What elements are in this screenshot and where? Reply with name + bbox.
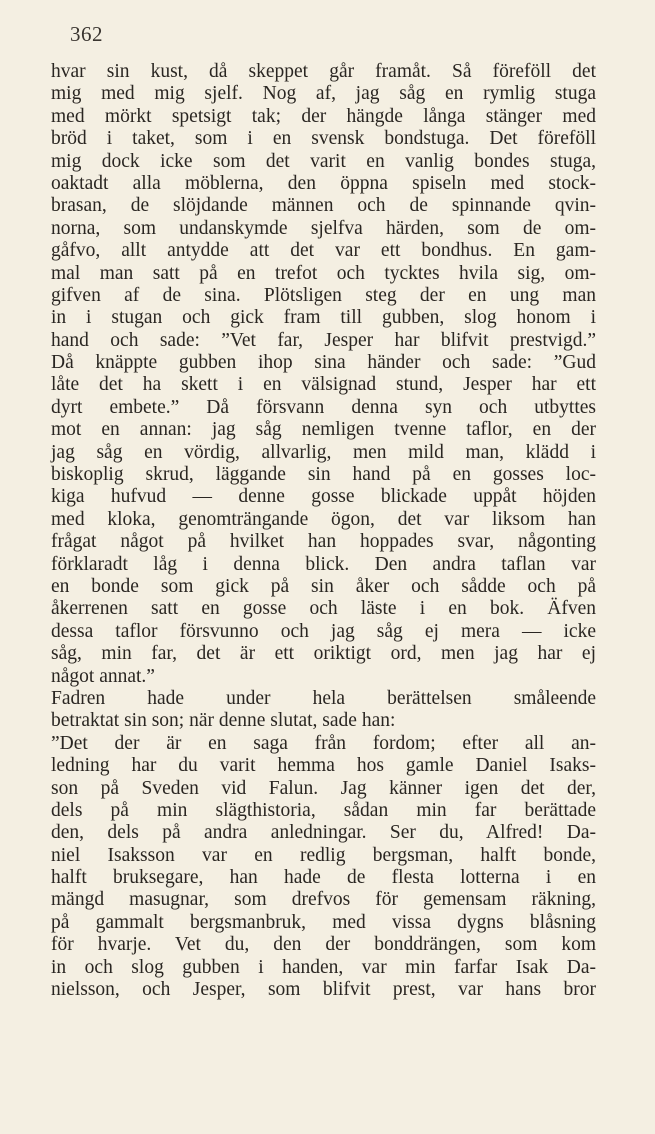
text-line: gifven af de sina. Plötsligen steg der en ung man <box>51 284 596 306</box>
text-line: dels på min slägthistoria, sådan min far berättade <box>51 799 596 821</box>
text-line: nielsson, och Jesper, som blifvit prest, var hans bror <box>51 979 596 1001</box>
text-line: mig med mig sjelf. Nog af, jag såg en rymlig stuga <box>51 83 596 105</box>
text-line: brasan, de slöjdande männen och de spinnande qvin- <box>51 195 596 217</box>
text-line: med mörkt spetsigt tak; der hängde långa stänger med <box>51 105 596 127</box>
page-number: 362 <box>70 22 103 46</box>
text-line: mot en annan: jag såg nemligen tvenne taflor, en der <box>51 419 596 441</box>
text-line: något annat.” <box>51 665 155 687</box>
text-line: oaktadt alla möblerna, den öppna spiseln med stock- <box>51 172 596 194</box>
text-line: hvar sin kust, då skeppet går framåt. Så föreföll det <box>51 61 596 82</box>
text-line: såg, min far, det är ett oriktigt ord, men jag har ej <box>51 643 596 665</box>
text-line: för hvarje. Vet du, den der bonddrängen, som kom <box>51 934 596 956</box>
text-line: mig dock icke som det varit en vanlig bondes stuga, <box>51 150 596 172</box>
text-line: mängd masugnar, som drefvos för gemensam räkning, <box>51 889 596 911</box>
text-line: biskoplig skrud, läggande sin hand på en gosses loc- <box>51 464 596 486</box>
text-line: son på Sveden vid Falun. Jag känner igen det der, <box>51 777 596 799</box>
text-line: niel Isaksson var en redlig bergsman, halft bonde, <box>51 844 596 866</box>
text-line: frågat något på hvilket han hoppades svar, någonting <box>51 531 596 553</box>
text-line: en bonde som gick på sin åker och sådde och på <box>51 575 596 597</box>
text-line: dessa taflor försvunno och jag såg ej mera — icke <box>51 620 596 642</box>
text-line: låte det ha skett i en välsignad stund, Jesper har ett <box>51 374 596 396</box>
text-line: Fadren hade under hela berättelsen småleende <box>51 687 596 709</box>
text-line: dyrt embete.” Då försvann denna syn och utbyttes <box>51 396 596 418</box>
text-line: gåfvo, allt antydde att det var ett bondhus. En gam- <box>51 240 596 262</box>
body-text <box>51 61 596 1001</box>
text-line: norna, som undanskymde sjelfva härden, som de om- <box>51 217 596 239</box>
text-line: på gammalt bergsmanbruk, med vissa dygns blåsning <box>51 911 596 933</box>
text-line: ledning har du varit hemma hos gamle Daniel Isaks- <box>51 755 596 777</box>
text-line: jag såg en vördig, allvarlig, men mild man, klädd i <box>51 441 596 463</box>
text-line: ”Det der är en saga från fordom; efter all an- <box>51 732 596 754</box>
text-line: halft bruksegare, han hade de flesta lotterna i en <box>51 867 596 889</box>
text-line: kiga hufvud — denne gosse blickade uppåt höjden <box>51 486 596 508</box>
text-line: hand och sade: ”Vet far, Jesper har blifvit prestvigd.” <box>51 329 596 351</box>
text-line: med kloka, genomträngande ögon, det var liksom han <box>51 508 596 530</box>
text-line: bröd i taket, som i en svensk bondstuga. Det föreföll <box>51 128 596 150</box>
text-line: den, dels på andra anledningar. Ser du, Alfred! Da- <box>51 822 596 844</box>
text-line: betraktat sin son; när denne slutat, sade han: <box>51 710 396 732</box>
text-line: åkerrenen satt en gosse och läste i en bok. Äfven <box>51 598 596 620</box>
text-line: in i stugan och gick fram till gubben, slog honom i <box>51 307 596 329</box>
text-line: mal man satt på en trefot och tycktes hvila sig, om- <box>51 262 596 284</box>
text-line: förklaradt låg i denna blick. Den andra taflan var <box>51 553 596 575</box>
text-line: Då knäppte gubben ihop sina händer och sade: ”Gud <box>51 352 596 374</box>
text-line: in och slog gubben i handen, var min farfar Isak Da- <box>51 956 596 978</box>
